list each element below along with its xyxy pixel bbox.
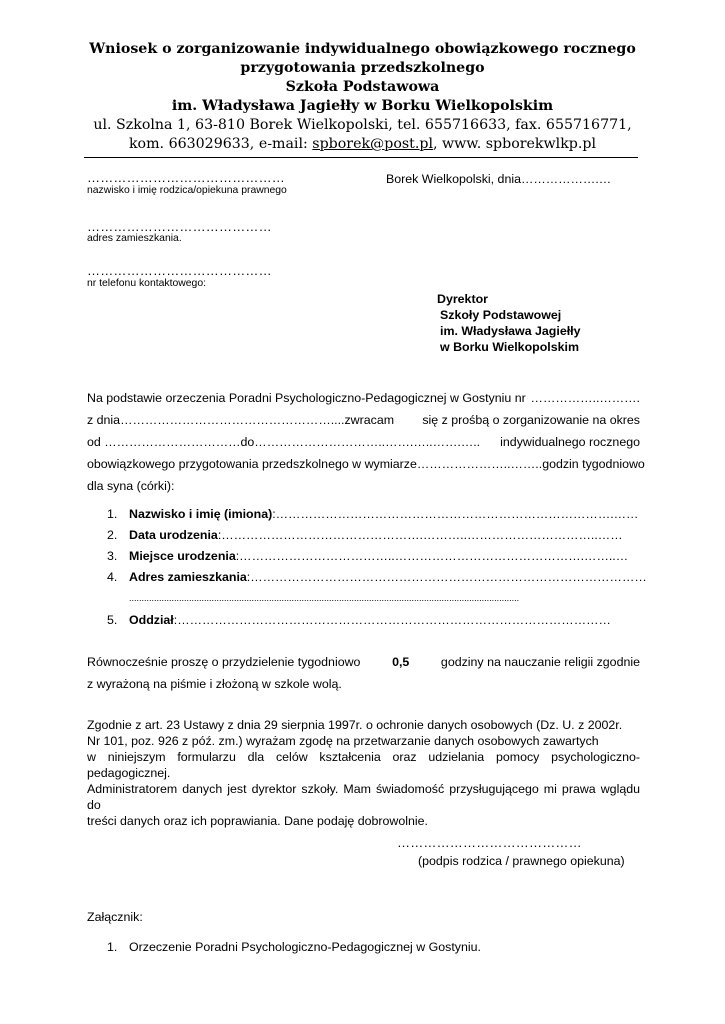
place-date-field[interactable]: Borek Wielkopolski, dnia……………….… <box>386 172 612 186</box>
religion-hours-value: 0,5 <box>392 655 410 669</box>
header-divider <box>84 157 638 158</box>
request-line3-rest: indywidualnego rocznego <box>500 435 640 449</box>
addressee-line2: Szkoły Podstawowej <box>440 308 562 322</box>
school-contact-line2 <box>0 135 725 154</box>
addressee-line3: im. Władysława Jagiełły <box>440 324 581 338</box>
address-dots[interactable]: …………………………………… <box>87 219 272 234</box>
gdpr-consent <box>87 717 640 829</box>
address-label: adres zamieszkania. <box>87 233 182 244</box>
item-label-class: Oddział <box>129 613 174 627</box>
item-label-birthdate: Data urodzenia <box>129 528 218 542</box>
contact-suffix: , www. spborekwlkp.pl <box>432 136 597 152</box>
item-dots[interactable]: :………………………………………….………..…………………………..…… <box>217 528 623 542</box>
gdpr-line2: Nr 101, poz. 926 z póź. zm.) wyrażam zgodę na przetwarzanie danych osobowych zawartych <box>87 734 599 748</box>
phone-dots[interactable]: …………………………………… <box>87 263 272 278</box>
religion-line1-rest: godziny na nauczanie religii zgodnie <box>440 655 640 669</box>
school-name-line1: Szkoła Podstawowa <box>285 79 440 95</box>
phone-label: nr telefonu kontaktowego: <box>87 278 206 289</box>
request-line1-text: Na podstawie orzeczenia Poradni Psychologiczno-Pedagogicznej w Gostyniu nr <box>87 391 526 405</box>
child-data-list <box>107 507 647 627</box>
item-label-name: Nazwisko i imię (imiona) <box>129 507 273 521</box>
request-period-dots[interactable]: od ……………………………do…………………………..…….…..…….….. <box>87 435 481 449</box>
addressee-block <box>437 291 581 355</box>
form-title-line1: Wniosek o zorganizowanie indywidualnego obowiązkowego rocznego <box>89 41 636 57</box>
ruling-number-dots[interactable]: ……………..………. <box>530 391 640 405</box>
list-item[interactable]: 3. Miejsce urodzenia:………………………………..……………………………………….……..… <box>107 549 629 563</box>
item-dots[interactable]: ............................................................................................................................................................ <box>129 593 520 603</box>
request-line4-rest: godzin tygodniowo <box>542 457 645 471</box>
request-line5: dla syna (córki): <box>87 479 175 493</box>
parent-name-label: nazwisko i imię rodzica/opiekuna prawnego <box>87 185 287 196</box>
gdpr-line4: Administratorem danych jest dyrektor szkoły. Mam świadomość przysługującego mi prawa wglądu do <box>87 782 640 812</box>
request-line2-rest: się z prośbą o zorganizowanie na okres <box>422 413 640 427</box>
attachment-item: 1. Orzeczenie Poradni Psychologiczno-Pedagogicznej w Gostyniu. <box>107 940 481 954</box>
religion-line2: z wyrażoną na piśmie i złożoną w szkole wolą. <box>87 677 342 691</box>
document-header <box>0 40 725 154</box>
item-dots[interactable]: :………………………………..……………………………………….……..… <box>235 549 629 563</box>
item-label-address: Adres zamieszkania <box>129 570 247 584</box>
email-link[interactable]: spborek@post.pl <box>312 136 433 152</box>
contact-prefix: kom. 663029633, e-mail: <box>128 136 313 152</box>
item-dots[interactable]: :…………………………………………………………………………………… <box>246 570 647 584</box>
religion-line1-text: Równocześnie proszę o przydzielenie tygodniowo <box>87 655 361 669</box>
item-dots[interactable]: :……………………………………………………………………….…… <box>272 507 639 521</box>
list-item[interactable]: 2. Data urodzenia:………………………………………….………..…………………………..…… <box>107 528 623 542</box>
request-paragraph <box>87 387 645 497</box>
attachment-title: Załącznik: <box>87 910 143 924</box>
attachment-item-text: Orzeczenie Poradni Psychologiczno-Pedagogicznej w Gostyniu. <box>129 940 481 954</box>
addressee-line1: Dyrektor <box>437 292 488 306</box>
gdpr-line3: w niniejszym formularzu dla celów kształcenia oraz udzielania pomocy psychologiczno-pedagogicznej. <box>87 750 640 780</box>
addressee-line4: w Borku Wielkopolskim <box>440 340 579 354</box>
signature-label: (podpis rodzica / prawnego opiekuna) <box>418 854 625 868</box>
form-title-line2: przygotowania przedszkolnego <box>240 60 485 76</box>
list-item-continuation[interactable] <box>107 593 519 603</box>
request-hours-dots[interactable]: obowiązkowego przygotowania przedszkolnego w wymiarze…………………..…….. <box>87 457 543 471</box>
list-item[interactable]: 5. Oddział:…………………………………………………………………………………………… <box>107 613 611 627</box>
gdpr-line5: treści danych oraz ich poprawiania. Dane podaję dobrowolnie. <box>87 814 428 828</box>
item-dots[interactable]: :…………………………………………………………………………………………… <box>173 613 611 627</box>
parent-name-dots[interactable]: ……………………………………… <box>87 170 285 185</box>
list-item[interactable]: 1. Nazwisko i imię (imiona):……………………………………………………………………….…… <box>107 507 639 521</box>
signature-dots[interactable]: …………………………………… <box>397 835 582 850</box>
gdpr-line1: Zgodnie z art. 23 Ustawy z dnia 29 sierpnia 1997r. o ochronie danych osobowych (Dz. U. z 2002r. <box>87 718 623 732</box>
school-name-line2: im. Władysława Jagiełły w Borku Wielkopolskim <box>171 98 554 114</box>
school-contact-line1: ul. Szkolna 1, 63-810 Borek Wielkopolski, tel. 655716633, fax. 655716771, <box>93 117 632 133</box>
request-line2-text[interactable]: z dnia……………………………………………....zwracam <box>87 413 395 427</box>
religion-paragraph <box>87 651 640 695</box>
list-item[interactable]: 4. Adres zamieszkania:…………………………………………………………………………………… <box>107 570 647 584</box>
item-label-birthplace: Miejsce urodzenia <box>129 549 236 563</box>
